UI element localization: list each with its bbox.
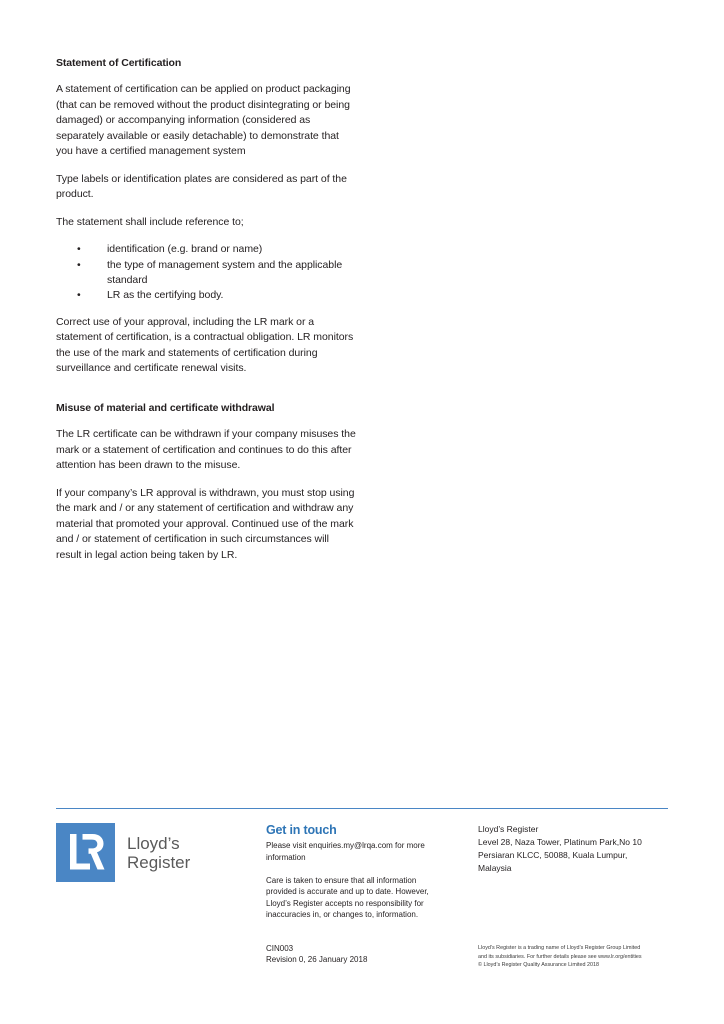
contact-visit-line: Please visit enquiries.my@lrqa.com for more [266, 841, 425, 851]
lr-monogram-icon [56, 823, 115, 882]
get-in-touch-title: Get in touch [266, 823, 337, 838]
section-heading: Statement of Certification [56, 57, 182, 69]
list-item [56, 288, 356, 303]
contact-visit-line: information [266, 852, 306, 862]
legal-notice [478, 944, 668, 969]
footer-address-column [466, 823, 668, 969]
document-code: CIN003 [266, 943, 294, 953]
logo-wordmark [127, 834, 190, 872]
document-revision: Revision 0, 26 January 2018 [266, 955, 368, 965]
logo-wordmark-line2: Register [127, 852, 191, 872]
list-item [56, 242, 356, 257]
section-statement-of-certification [56, 56, 356, 377]
paragraph: If your company’s LR approval is withdrawn, you must stop using the mark and / or any statement of certification and withdraw any material that promoted your approval. Continued use of the mark and / or statement of certification in such circumstances will result in legal action being taken by LR. [56, 486, 355, 561]
list-item [56, 258, 356, 288]
contact-disclaimer [266, 875, 466, 920]
footer-columns [56, 823, 668, 969]
document-reference [266, 943, 466, 966]
bullet-icon: • [77, 243, 81, 256]
disclaimer-line: Care is taken to ensure that all information [266, 876, 417, 886]
bullet-icon: • [77, 258, 81, 271]
paragraph: Correct use of your approval, including the LR mark or a statement of certification, is a contractual obligation. LR monitors the use of the mark and statements of certification during surveillance and certificate renewal visits. [56, 315, 354, 375]
legal-line: © Lloyd’s Register Quality Assurance Limited 2018 [478, 962, 600, 969]
bullet-list [56, 242, 356, 302]
legal-line: Lloyd’s Register is a trading name of Lloyd’s Register Group Limited [478, 945, 641, 952]
section-spacer [56, 377, 356, 401]
address-line: Lloyd’s Register [478, 824, 539, 835]
footer-contact-column [266, 823, 466, 965]
lloyds-register-logo [56, 823, 266, 882]
section-misuse-of-material [56, 401, 356, 563]
list-item-label: the type of management system and the applicable standard [107, 258, 343, 286]
legal-line: and its subsidiaries. For further details please see www.lr.org/entities [478, 953, 642, 960]
paragraph: The statement shall include reference to; [56, 215, 244, 228]
page-footer [56, 808, 668, 970]
bullet-icon: • [77, 288, 81, 301]
disclaimer-line: Lloyd’s Register accepts no responsibility for [266, 898, 424, 908]
list-item-label: identification (e.g. brand or name) [107, 243, 263, 256]
disclaimer-line: provided is accurate and up to date. However, [266, 887, 429, 897]
section-heading: Misuse of material and certificate withdrawal [56, 401, 275, 414]
paragraph: Type labels or identification plates are considered as part of the product. [56, 172, 347, 201]
document-body [56, 56, 356, 563]
address-line: Persiaran KLCC, 50088, Kuala Lumpur, [478, 849, 628, 860]
list-item-label: LR as the certifying body. [107, 288, 224, 301]
logo-wordmark-line1: Lloyd’s [127, 833, 180, 853]
address-line: Malaysia [478, 862, 512, 873]
footer-divider [56, 808, 668, 809]
footer-logo-column [56, 823, 266, 882]
disclaimer-line: inaccuracies in, or changes to, information. [266, 910, 419, 920]
paragraph: A statement of certification can be applied on product packaging (that can be removed without the product disintegrating or being damaged) or accompanying information (considered as separately available or easily detachable) to demonstrate that you have a certified management system [56, 83, 351, 158]
paragraph: The LR certificate can be withdrawn if your company misuses the mark or a statement of certification and continues to do this after attention has been drawn to the misuse. [56, 428, 356, 472]
address-line: Level 28, Naza Tower, Platinum Park,No 10 [478, 837, 642, 848]
